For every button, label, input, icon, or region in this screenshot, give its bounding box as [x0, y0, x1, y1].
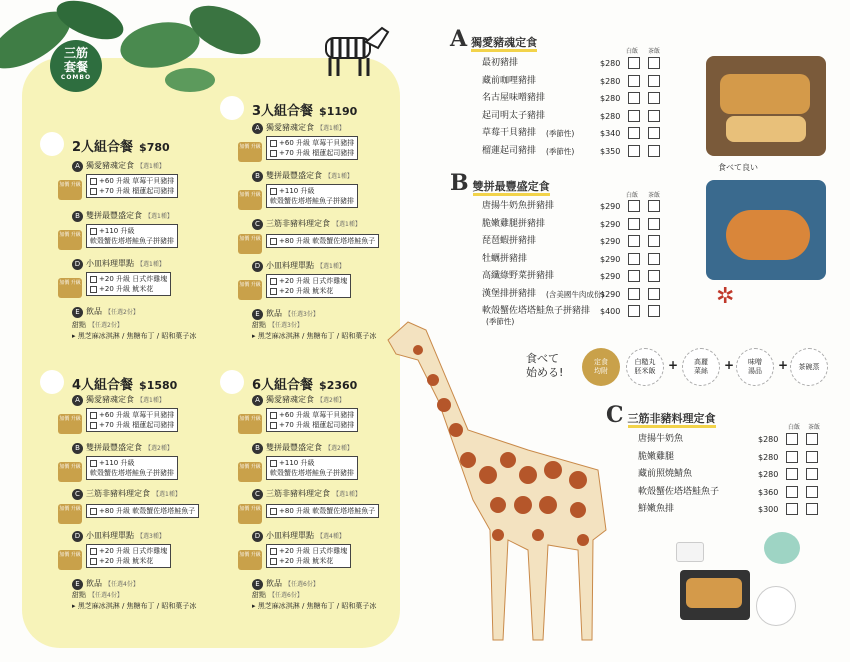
section-letter: A: [450, 26, 468, 52]
upgrade-box[interactable]: +110 升級 軟殼蟹佐塔塔鮭魚子拼豬排: [86, 224, 178, 248]
sweet-options: ▸ 黑芝麻冰淇淋 / 焦糖布丁 / 昭和菓子冰: [252, 602, 377, 610]
rice-checkbox[interactable]: [628, 127, 640, 139]
item-name: 藏前照燒鯖魚: [638, 469, 693, 479]
combo-price: $1190: [319, 105, 358, 118]
upgrade-box[interactable]: +80 升級 軟殼蟹佐塔塔鮭魚子: [266, 234, 379, 248]
tea-col-header: 茶飯: [648, 48, 661, 55]
combo-title: 6人組合餐 $2360: [252, 378, 358, 393]
upgrade-box[interactable]: +80 升級 軟殼蟹佐塔塔鮭魚子: [86, 504, 199, 518]
combo-3: [239, 100, 377, 340]
combo-dot: [220, 96, 244, 120]
rice-checkbox[interactable]: [628, 57, 640, 69]
combo-title: 4人組合餐 $1580: [72, 378, 178, 393]
leaves-decoration: [0, 0, 280, 100]
menu-item: [482, 252, 662, 268]
upgrade-label: 加價 升級: [238, 234, 262, 254]
upgrade-box[interactable]: +110 升級 軟殼蟹佐塔塔鮭魚子拼豬排: [86, 456, 178, 480]
rice-checkbox[interactable]: [628, 145, 640, 157]
step-set-meal: 定食 均附: [582, 348, 620, 386]
upgrade-box[interactable]: +60 升級 草莓干貝豬排 +70 升級 榴蓮起司豬排: [86, 174, 178, 198]
menu-item: [482, 234, 662, 250]
upgrade-box[interactable]: +80 升級 軟殼蟹佐塔塔鮭魚子: [266, 504, 379, 518]
combo-section-c: C 三筋非豬料理定食 【選1種】: [252, 218, 361, 230]
photo-pork-cutlet: [706, 56, 826, 156]
menu-item: [482, 144, 662, 160]
combo-section-c: C 三筋非豬料理定食 【選1種】: [72, 488, 181, 500]
combo-section-a: A 獨愛豬魂定食 【選1種】: [72, 160, 165, 172]
item-price: $290: [600, 254, 621, 264]
upgrade-label: 加價 升級: [238, 550, 262, 570]
sweet-line: 甜點 【任選4份】: [72, 591, 123, 599]
combo-dot: [40, 370, 64, 394]
combo-dot: [220, 370, 244, 394]
section-b-heading: [450, 170, 550, 196]
upgrade-label: 加價 升級: [58, 462, 82, 482]
menu-item: [482, 304, 662, 326]
rice-checkbox[interactable]: [786, 486, 798, 498]
badge-sub: COMBO: [60, 74, 92, 81]
tea-checkbox[interactable]: [648, 75, 660, 87]
tea-checkbox[interactable]: [648, 305, 660, 317]
rice-checkbox[interactable]: [786, 451, 798, 463]
section-title: 雙拼最豐盛定食: [473, 180, 550, 196]
item-price: $340: [600, 129, 621, 138]
tea-checkbox[interactable]: [648, 145, 660, 157]
rice-col-header: 白飯: [788, 424, 801, 431]
item-name: 鮮嫩魚排: [638, 504, 675, 514]
sweet-options: ▸ 黑芝麻冰淇淋 / 焦糖布丁 / 昭和菓子冰: [72, 602, 197, 610]
combo-price: $780: [139, 141, 170, 154]
item-price: $290: [600, 219, 621, 229]
upgrade-label: 加價 升級: [238, 190, 262, 210]
tea-checkbox[interactable]: [648, 200, 660, 212]
menu-item: [638, 432, 820, 448]
menu-item: [482, 74, 662, 90]
rice-checkbox[interactable]: [628, 235, 640, 247]
combo-title: 3人組合餐 $1190: [252, 104, 358, 119]
combo-section-e: E 飲品 【任選4份】: [72, 578, 139, 590]
item-price: $400: [600, 307, 621, 316]
menu-item: [638, 467, 820, 483]
item-name: 牡蠣拼豬排: [482, 253, 528, 264]
rice-checkbox[interactable]: [628, 253, 640, 265]
menu-item: [482, 91, 662, 107]
combo-badge: [50, 40, 102, 92]
rice-checkbox[interactable]: [628, 288, 640, 300]
photo-caption: 食べて良い: [718, 163, 758, 172]
upgrade-box[interactable]: +60 升級 草莓干貝豬排 +70 升級 榴蓮起司豬排: [86, 408, 178, 432]
upgrade-box[interactable]: +110 升級 軟殼蟹佐塔塔鮭魚子拼豬排: [266, 184, 358, 208]
rice-checkbox[interactable]: [628, 200, 640, 212]
item-price: $280: [758, 452, 779, 462]
item-price: $300: [758, 505, 779, 514]
zebra-illustration: [318, 24, 394, 80]
tea-checkbox[interactable]: [648, 92, 660, 104]
combo-section-c: C 三筋非豬料理定食 【選1種】: [252, 488, 361, 500]
upgrade-label: 加價 升級: [238, 462, 262, 482]
step-chawanmushi: 茶碗蒸: [790, 348, 828, 386]
step-miso: 味噌 湯品: [736, 348, 774, 386]
upgrade-box[interactable]: +20 升級 日式炸雞塊 +20 升級 魷米花: [266, 544, 351, 568]
badge-title: 三筋 套餐: [63, 46, 88, 74]
combo-price: $1580: [139, 379, 178, 392]
menu-item: [482, 56, 662, 72]
upgrade-box[interactable]: +20 升級 日式炸雞塊 +20 升級 魷米花: [86, 544, 171, 568]
item-name: 榴蓮起司豬排: [482, 145, 537, 156]
upgrade-label: 加價 升級: [238, 142, 262, 162]
item-note: (季節性): [546, 146, 575, 156]
upgrade-box[interactable]: +60 升級 草莓干貝豬排 +70 升級 榴蓮起司豬排: [266, 136, 358, 160]
rice-checkbox[interactable]: [786, 468, 798, 480]
rice-checkbox[interactable]: [628, 270, 640, 282]
combo-section-a: A 獨愛豬魂定食 【選1種】: [72, 394, 165, 406]
sweet-options: ▸ 黑芝麻冰淇淋 / 焦糖布丁 / 昭和菓子冰: [72, 332, 197, 340]
menu-item: [482, 199, 662, 215]
upgrade-label: 加價 升級: [238, 504, 262, 524]
tea-checkbox[interactable]: [648, 110, 660, 122]
item-name: 最初豬排: [482, 58, 519, 68]
combo-dot: [40, 132, 64, 156]
item-price: $280: [600, 59, 621, 68]
tea-checkbox[interactable]: [806, 433, 818, 445]
item-note: (含美國牛肉成份): [546, 289, 605, 299]
combo-price: $2360: [319, 379, 358, 392]
item-price: $280: [600, 111, 621, 121]
item-price: $290: [600, 202, 621, 211]
sweet-line: 甜點 【任選2份】: [72, 321, 123, 329]
item-name: 琵琶蝦拼豬排: [482, 236, 537, 246]
combo-section-b: B 雙拼最豐盛定食 【選2種】: [72, 442, 173, 454]
crab-icon: ✲: [716, 284, 735, 309]
combo-section-e: E 飲品 【任選3份】: [252, 308, 319, 320]
photo-set-meal: [672, 530, 812, 630]
rice-checkbox[interactable]: [628, 110, 640, 122]
section-a-heading: [450, 26, 537, 52]
eat-text: 食べて 始める!: [526, 352, 564, 379]
item-price: $280: [600, 94, 621, 103]
section-letter: B: [450, 170, 469, 196]
item-name: 唐揚牛奶魚: [638, 434, 684, 444]
section-title: 三筋非豬料理定食: [628, 412, 716, 428]
combo-section-d: D 小皿料理單點 【選1種】: [252, 260, 345, 272]
plus-icon: +: [668, 358, 679, 372]
combo-4: [59, 374, 197, 610]
item-price: $280: [600, 76, 621, 86]
upgrade-box[interactable]: +110 升級 軟殼蟹佐塔塔鮭魚子拼豬排: [266, 456, 358, 480]
upgrade-label: 加價 升級: [58, 278, 82, 298]
upgrade-box[interactable]: +20 升級 日式炸雞塊 +20 升級 魷米花: [86, 272, 171, 296]
rice-checkbox[interactable]: [628, 75, 640, 87]
tea-checkbox[interactable]: [648, 253, 660, 265]
item-name: 脆嫩雞腿拼豬排: [482, 218, 546, 229]
combo-section-a: A 獨愛豬魂定食 【選2種】: [252, 394, 345, 406]
upgrade-box[interactable]: +60 升級 草莓干貝豬排 +70 升級 榴蓮起司豬排: [266, 408, 358, 432]
combo-section-a: A 獨愛豬魂定食 【選1種】: [252, 122, 345, 134]
item-name: 藏前咖哩豬排: [482, 75, 537, 86]
tea-col-header: 茶飯: [648, 192, 661, 199]
tea-col-header: 茶飯: [808, 424, 821, 431]
item-name: 起司明太子豬排: [482, 110, 546, 121]
menu-item: [482, 269, 662, 285]
step-cabbage: 高麗 菜絲: [682, 348, 720, 386]
tea-checkbox[interactable]: [648, 235, 660, 247]
item-price: $290: [600, 289, 621, 299]
section-c-heading: [606, 402, 716, 428]
upgrade-label: 加價 升級: [58, 180, 82, 200]
item-name: 草莓干貝豬排: [482, 128, 537, 138]
item-name: 漢堡排拼豬排: [482, 288, 537, 299]
rice-col-header: 白飯: [626, 192, 639, 199]
item-name: 名古屋味噌豬排: [482, 93, 546, 103]
tea-checkbox[interactable]: [648, 127, 660, 139]
combo-section-d: D 小皿料理單點 【選4種】: [252, 530, 345, 542]
combo-section-b: B 雙拼最豐盛定食 【選1種】: [252, 170, 353, 182]
rice-checkbox[interactable]: [786, 433, 798, 445]
combo-section-b: B 雙拼最豐盛定食 【選1種】: [72, 210, 173, 222]
menu-item: [482, 217, 662, 233]
combo-title: 2人組合餐 $780: [72, 140, 170, 155]
rice-checkbox[interactable]: [786, 503, 798, 515]
tea-checkbox[interactable]: [806, 468, 818, 480]
combo-6: [239, 374, 377, 610]
tea-checkbox[interactable]: [806, 503, 818, 515]
tea-checkbox[interactable]: [648, 57, 660, 69]
upgrade-label: 加價 升級: [238, 280, 262, 300]
combo-section-d: D 小皿料理單點 【選3種】: [72, 530, 165, 542]
giraffe-illustration: [378, 300, 621, 650]
upgrade-label: 加價 升級: [58, 550, 82, 570]
item-name: 軟殼蟹佐塔塔鮭魚子: [638, 486, 720, 497]
tea-checkbox[interactable]: [648, 288, 660, 300]
combo-section-d: D 小皿料理單點 【選1種】: [72, 258, 165, 270]
item-price: $360: [758, 487, 779, 497]
upgrade-box[interactable]: +20 升級 日式炸雞塊 +20 升級 魷米花: [266, 274, 351, 298]
menu-item: [482, 126, 662, 142]
tea-checkbox[interactable]: [806, 451, 818, 463]
menu-item: [638, 502, 820, 518]
upgrade-label: 加價 升級: [58, 504, 82, 524]
menu-item: [638, 485, 820, 501]
tea-checkbox[interactable]: [648, 270, 660, 282]
combo-section-e: E 飲品 【任選6份】: [252, 578, 319, 590]
item-note: (季節性): [546, 129, 575, 138]
combo-section-e: E 飲品 【任選2份】: [72, 306, 139, 318]
menu-item: [482, 287, 662, 303]
upgrade-label: 加價 升級: [238, 414, 262, 434]
menu-item: [482, 109, 662, 125]
upgrade-label: 加價 升級: [58, 230, 82, 250]
section-letter: C: [606, 402, 624, 428]
sweet-options: ▸ 黑芝麻冰淇淋 / 焦糖布丁 / 昭和菓子冰: [252, 332, 377, 340]
section-title: 獨愛豬魂定食: [471, 36, 537, 52]
photo-softshell-crab: [706, 180, 826, 280]
step-rice: 白糙丸 胚米飯: [626, 348, 664, 386]
item-name: 高纖綠野菜拼豬排: [482, 271, 555, 281]
item-price: $290: [600, 237, 621, 246]
rice-col-header: 白飯: [626, 48, 639, 55]
rice-checkbox[interactable]: [628, 218, 640, 230]
item-name: 軟殼蟹佐塔塔鮭魚子拼豬排: [482, 306, 591, 316]
item-price: $280: [758, 435, 779, 444]
plus-icon: +: [724, 358, 735, 372]
sweet-line: 甜點 【任選6份】: [252, 591, 303, 599]
combo-2: [59, 136, 197, 340]
item-name: 唐揚牛奶魚拼豬排: [482, 201, 555, 211]
item-price: $280: [758, 470, 779, 479]
menu-item: [638, 450, 820, 466]
item-price: $350: [600, 146, 621, 156]
upgrade-label: 加價 升級: [58, 414, 82, 434]
tea-checkbox[interactable]: [806, 486, 818, 498]
item-price: $290: [600, 272, 621, 281]
rice-checkbox[interactable]: [628, 305, 640, 317]
rice-checkbox[interactable]: [628, 92, 640, 104]
sweet-line: 甜點 【任選3份】: [252, 321, 303, 329]
tea-checkbox[interactable]: [648, 218, 660, 230]
combo-section-b: B 雙拼最豐盛定食 【選2種】: [252, 442, 353, 454]
plus-icon: +: [778, 358, 789, 372]
item-name: 脆嫩雞腿: [638, 451, 675, 462]
item-note: (季節性): [486, 317, 515, 326]
